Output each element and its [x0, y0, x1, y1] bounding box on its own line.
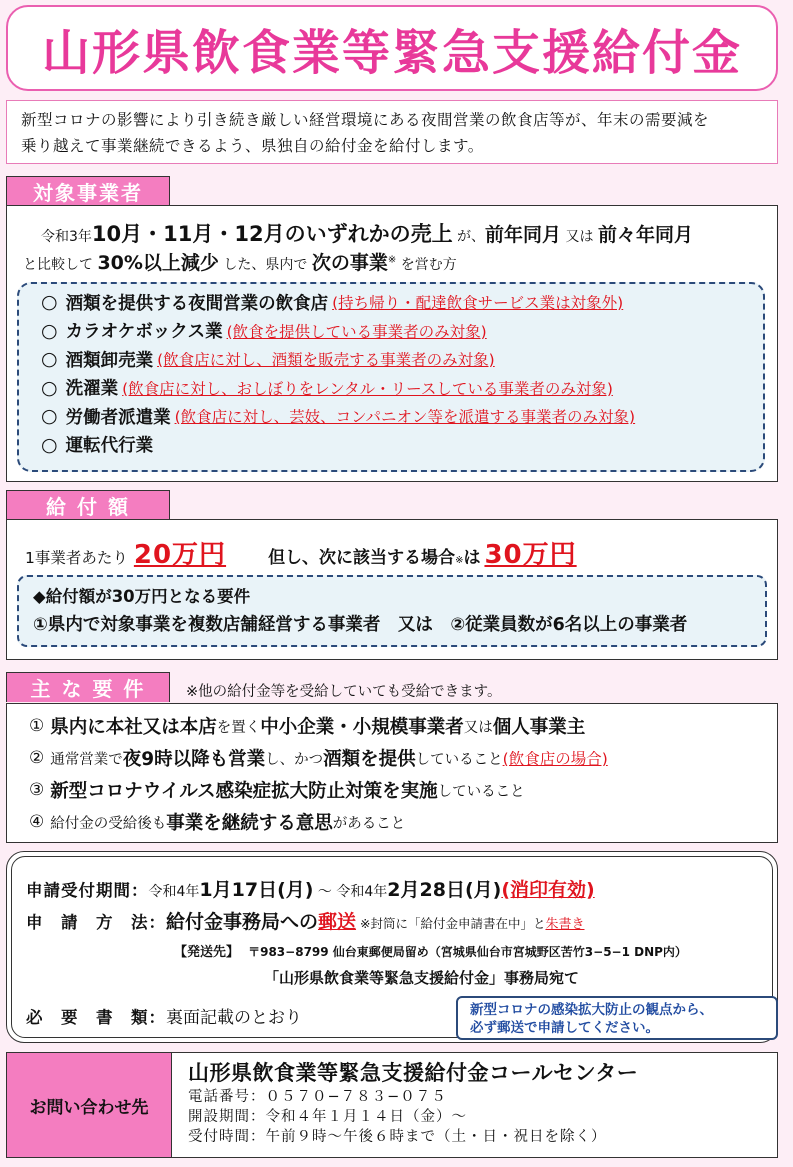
business-name: 運転代行業 [65, 436, 154, 457]
number: ② [29, 748, 45, 768]
amount-line [25, 534, 577, 571]
business-name: 洗濯業 [65, 379, 119, 400]
application-box [6, 851, 778, 1043]
intro-line-2: 乗り越えて事業継続できるよう、県独自の給付金を給付します。 [21, 137, 484, 155]
circle-icon: ○ [41, 348, 58, 371]
application-period [26, 875, 595, 902]
text: 中小企業・小規模事業者 [260, 717, 464, 738]
text: 夜9時以降も営業 [122, 749, 266, 770]
text: 但し、次に該当する場合 [268, 548, 456, 568]
requirement-title: ◆給付額が30万円となる要件 [33, 587, 251, 606]
number: ① [29, 716, 45, 736]
text: 又は [463, 719, 493, 736]
business-note: (持ち帰り・配達飲食サービス業は対象外) [332, 294, 624, 313]
text: 1事業者あたり [25, 549, 128, 567]
reception-hours: 受付時間：午前９時～午後６時まで（土・日・祝日を除く） [188, 1129, 607, 1145]
contact-label: お問い合わせ先 [6, 1052, 172, 1158]
requirements-panel [6, 703, 778, 843]
business-note: (飲食店に対し、酒類を販売する事業者のみ対象) [157, 351, 495, 370]
business-note: (飲食を提供している事業者のみ対象) [226, 322, 487, 341]
label: 必 要 書 類： [26, 1008, 166, 1027]
label: 申請受付期間： [26, 881, 149, 900]
text: 令和4年 [148, 884, 200, 900]
condition-line-2 [23, 248, 457, 275]
contact-title: 山形県飲食業等緊急支援給付金コールセンター [188, 1061, 639, 1085]
text: 朱書き [545, 917, 585, 932]
list-item [41, 402, 763, 431]
contact-panel [171, 1052, 778, 1158]
list-item [29, 774, 777, 806]
requirements-note: ※他の給付金等を受給していても受給できます。 [186, 684, 502, 700]
page-title: 山形県飲食業等緊急支援給付金 [41, 24, 742, 81]
note-mark: ※ [387, 254, 397, 266]
list-item [41, 345, 763, 374]
text: 給付金の受給後も [50, 815, 167, 832]
text: した、県内で [218, 257, 312, 273]
list-item [41, 374, 763, 403]
text: 次の事業 [311, 252, 388, 274]
text: 通常営業で [50, 751, 123, 768]
business-name: 酒類卸売業 [65, 350, 154, 371]
business-name: 労働者派遣業 [65, 407, 171, 428]
application-method [26, 907, 585, 934]
text: 給付金事務局への [166, 911, 319, 933]
section-tab-target: 対象事業者 [6, 176, 170, 206]
text: 事業を継続する意思 [166, 813, 333, 834]
text: 新型コロナの感染拡大防止の観点から、 [470, 1002, 713, 1018]
text: (飲食店の場合) [502, 750, 608, 768]
text: ～ [313, 884, 337, 900]
list-item [41, 431, 763, 460]
list-item [41, 317, 763, 346]
text: 新型コロナウイルス感染症拡大防止対策を実施 [50, 781, 438, 802]
required-documents [26, 1003, 302, 1028]
increased-amount: 30万円 [484, 540, 577, 570]
text: が、 [452, 229, 486, 245]
text: は [463, 548, 481, 568]
number: ④ [29, 812, 45, 832]
text: 裏面記載のとおり [166, 1008, 302, 1028]
opening-period: 開設期間：令和４年１月１４日（金）～ [188, 1109, 467, 1125]
target-businesses-panel [6, 205, 778, 482]
list-item [29, 806, 777, 838]
phone-number: 電話番号：０５７０−７８３−０７５ [188, 1089, 447, 1105]
business-list [17, 282, 765, 472]
text: 前年同月 [485, 224, 562, 246]
text: 個人事業主 [492, 717, 586, 738]
circle-icon: ○ [41, 291, 58, 314]
start-date: 1月17日(月) [199, 879, 314, 901]
text: 酒類を提供 [323, 749, 416, 770]
label: 申 請 方 法： [26, 913, 166, 932]
requirement-body: ①県内で対象事業を複数店舗経営する事業者 又は ②従業員数が6名以上の事業者 [33, 615, 688, 635]
circle-icon: ○ [41, 405, 58, 428]
text: し、かつ [265, 751, 324, 768]
text: 令和4年 [336, 884, 388, 900]
circle-icon: ○ [41, 433, 58, 456]
text: があること [332, 815, 406, 832]
business-name: カラオケボックス業 [65, 322, 223, 343]
business-name: 酒類を提供する夜間営業の飲食店 [65, 293, 329, 314]
text: 〒983−8799 仙台東郵便局留め（宮城県仙台市宮城野区苦竹3−5−1 DNP内） [248, 945, 687, 959]
end-date: 2月28日(月) [387, 879, 502, 901]
condition-line-1 [41, 218, 693, 248]
label: 【発送先】 [174, 945, 240, 960]
business-note: (飲食店に対し、芸妓、コンパニオン等を派遣する事業者のみ対象) [174, 408, 636, 427]
text: していること [437, 783, 525, 800]
months: 10月・11月・12月のいずれかの売上 [91, 222, 453, 246]
text: と比較して [23, 257, 98, 273]
section-tab-requirements: 主 な 要 件 [6, 672, 170, 702]
amount-panel [6, 519, 778, 660]
text: 郵送 [318, 911, 357, 933]
requirement-box [17, 575, 767, 647]
send-address [174, 941, 687, 960]
era: 令和3年 [41, 229, 92, 245]
text: していること [415, 751, 503, 768]
circle-icon: ○ [41, 376, 58, 399]
application-inner [11, 856, 773, 1038]
text: ※封筒に「給付金申請書在中」と [356, 916, 546, 931]
list-item [29, 710, 777, 742]
intro-text [6, 100, 778, 164]
business-note: (飲食店に対し、おしぼりをレンタル・リースしている事業者のみ対象) [122, 379, 613, 398]
decrease-rate: 30%以上減少 [97, 252, 219, 274]
postmark-note: (消印有効) [501, 879, 595, 901]
intro-line-1: 新型コロナの影響により引き続き厳しい経営環境にある夜間営業の飲食店等が、年末の需要減を [21, 111, 710, 129]
list-item [41, 288, 763, 317]
text: 前々年同月 [597, 224, 693, 246]
note-mark: ※ [455, 555, 464, 566]
number: ③ [29, 780, 45, 800]
circle-icon: ○ [41, 319, 58, 342]
section-tab-amount: 給 付 額 [6, 490, 170, 520]
base-amount: 20万円 [133, 540, 227, 570]
title-box [6, 5, 778, 91]
send-to: 「山形県飲食業等緊急支援給付金」事務局宛て [264, 969, 580, 987]
list-item [29, 742, 777, 774]
text: 又は [561, 229, 598, 245]
mail-notice [456, 996, 778, 1040]
text: を置く [216, 719, 261, 736]
text: 必ず郵送で申請してください。 [470, 1020, 659, 1036]
text: 県内に本社又は本店 [50, 717, 217, 738]
text: を営む方 [396, 257, 457, 273]
